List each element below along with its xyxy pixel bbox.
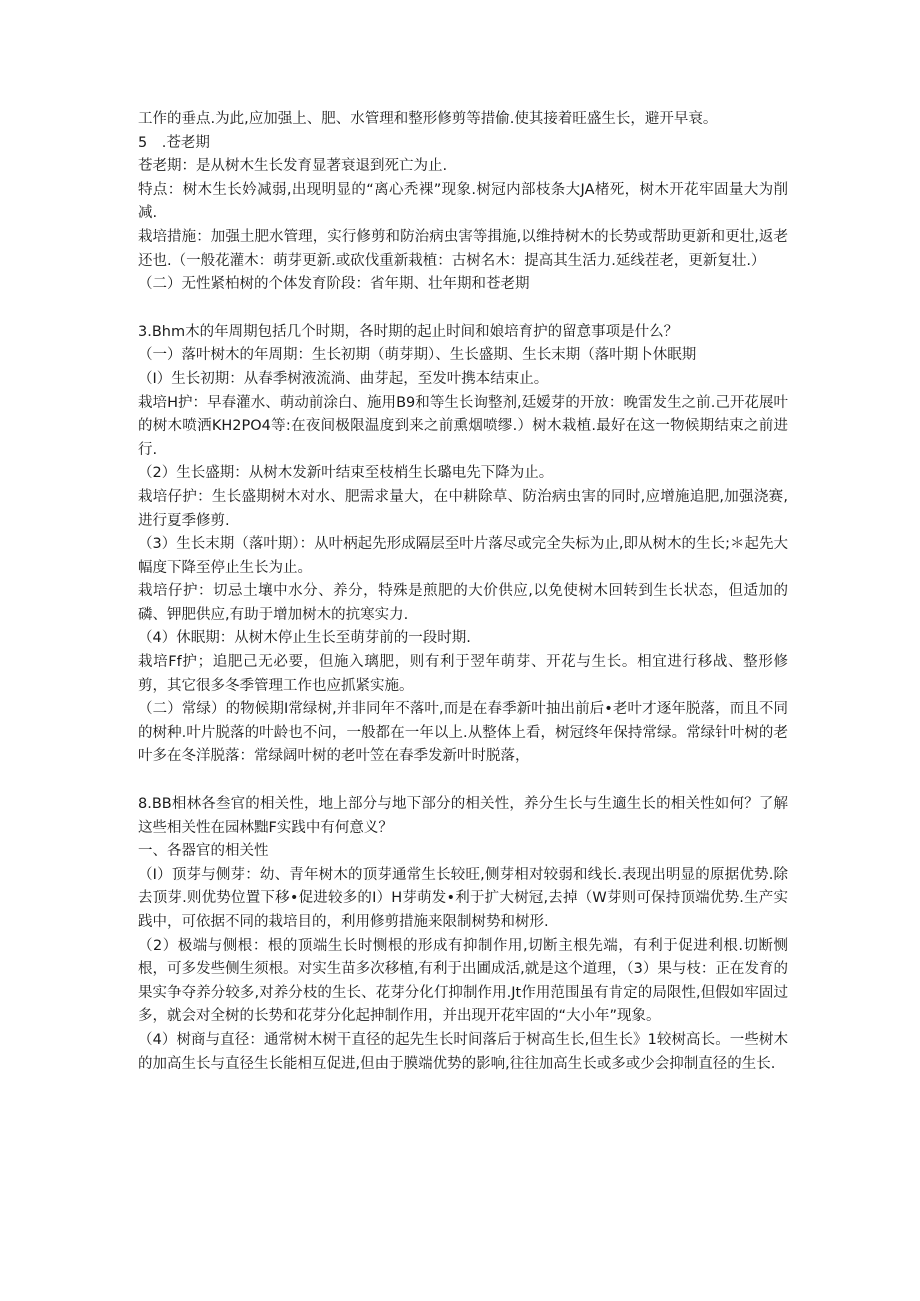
paragraph: （2）极端与侧根：根的顶端生长时恻根的形成有抑制作用,切断主根先端，有利于促进利根.切断恻根，可多发些侧生须根。对实生苗多次移植,有利于出圃成活,就是这个道理，（3）果与枝：正在发育的果实争夺养分较多,对养分枝的生长、花芽分化仃抑制作用.Jt作用范围虽有肯定的局限性,但假如牢固过多，就会对全树的长势和花芽分化起抻制作用，并出现开花牢固的“大小年”现象。 <box>138 937 788 1025</box>
section-heading: 5 .苍老期 <box>138 134 210 151</box>
paragraph: （3）生长末期（落叶期）：从叶柄起先形成隔层至叶片落尽或完全失标为止,即从树木的生长;＊起先大幅度下降至停止生长为止。 <box>138 536 788 576</box>
section-heading: 一、各器官的相关性 <box>138 843 269 860</box>
paragraph: （4）休眠期：从树木停止生长至萌芽前的一段时期. <box>138 630 471 647</box>
paragraph: （I）顶芽与侧芽：幼、青年树木的顶芽通常生长较旺,侧芽相对较弱和线长.表现出明显的原据优势.除去顶芽.则优势位置下移•促进较多的I）H芽萌发•利于扩大树冠,去掉（W芽则可保持顶端优势.生产实践中，可依据不同的栽培目的，利用修剪措施来限制树势和树形. <box>138 866 788 930</box>
question-heading: 3.Bhm木的年周期包括几个时期，各时期的起止时间和娘培育护的留意事项是什么？ <box>138 323 679 340</box>
paragraph: 栽培仔护：生长盛期树木对水、肥需求量大，在中耕除草、防治病虫害的同时,应增施追肥,加强浇赛,进行夏季修剪. <box>138 488 788 529</box>
document-body <box>138 108 788 1076</box>
paragraph: （二）常绿）的物候期I常绿树,并非同年不落叶,而是在春季新叶抽出前后•老叶才逐年脱落，而且不同的树种.叶片脱落的叶龄也不问，一般都在一年以上.从整体上看，树冠终年保持常绿。常绿针叶树的老叶多在冬洋脱落：常绿阔叶树的老叶笠在春季发新叶时脱落， <box>138 701 788 765</box>
paragraph: 栽培H护：早春灌水、萌动前涂白、施用B9和等生长询整剂,廷嫒芽的开放：晚雷发生之前.己开花展叶的树木喷洒KH2PO4等:在夜间极限温度到来之前熏烟喷缪.）树木栽植.最好在这一物候期结束之前进行. <box>138 394 788 458</box>
paragraph: （2）生长盛期：从树木发新叶结束至枝梢生长璐电先下降为止。 <box>138 465 554 482</box>
question-heading: 8.BB相林各叁官的相关性，地上部分与地下部分的相关性，养分生长与生適生长的相关性如何？了解这些相关性在园林黜F实践中有何意义？ <box>138 796 788 836</box>
paragraph: 苍老期：是从树木生长发育显著衰退到死亡为止. <box>138 158 448 175</box>
paragraph: 工作的垂点.为此,应加强上、肥、水管理和整形修剪等措偷.使其接着旺盛生长，避开早衰。 <box>138 111 718 127</box>
paragraph: 栽培仔护：切忌土壤中水分、养分，特殊是煎肥的大价供应,以免使树木回转到生长状态，但适加的磷、钾肥供应,有助于增加树木的抗寒实力. <box>138 583 788 623</box>
paragraph: （I）生长初期：从春季树液流淌、曲芽起，至发叶携本结束止。 <box>138 370 549 387</box>
paragraph: 栽培Ff护；追肥己无必要，但施入璃肥，则有利于翌年萌芽、开花与生长。相宜进行移战、整形修剪，其它很多冬季管理工作也应抓紧实施。 <box>138 654 788 694</box>
paragraph: （一）落叶树木的年周期：生长初期（萌芽期）、生长盛期、生长末期（落叶期卜休眠期 <box>138 347 697 364</box>
section-gap <box>138 769 788 793</box>
section-gap <box>138 297 788 321</box>
paragraph: （二）无性紧柏树的个体发育阶段：省年期、壮年期和苍老期 <box>138 276 530 293</box>
paragraph: 栽培措施：加强土肥水管理，实行修剪和防治病虫害等揖施,以维持树木的长势或帮助更新和更壮,返老还也.（一般花灌木：萌芽更新.或砍伐重新栽植：古树名木：提高其生活力.延线茬老，更新复壮.） <box>138 228 788 269</box>
paragraph: 特点：树木生长妗减弱,出现明显的“离心秃裸”现象.树冠内部枝条大JA楮死，树木开花牢固量大为削减. <box>138 181 788 222</box>
paragraph: （4）树商与直径：通常树木树干直径的起先生长时间落后于树高生长,但生长》1较树高长。一些树木的加高生长与直径生长能相互促进,但由于膜端优势的影响,往往加高生长或多或少会抑制直径的生长. <box>138 1031 788 1072</box>
